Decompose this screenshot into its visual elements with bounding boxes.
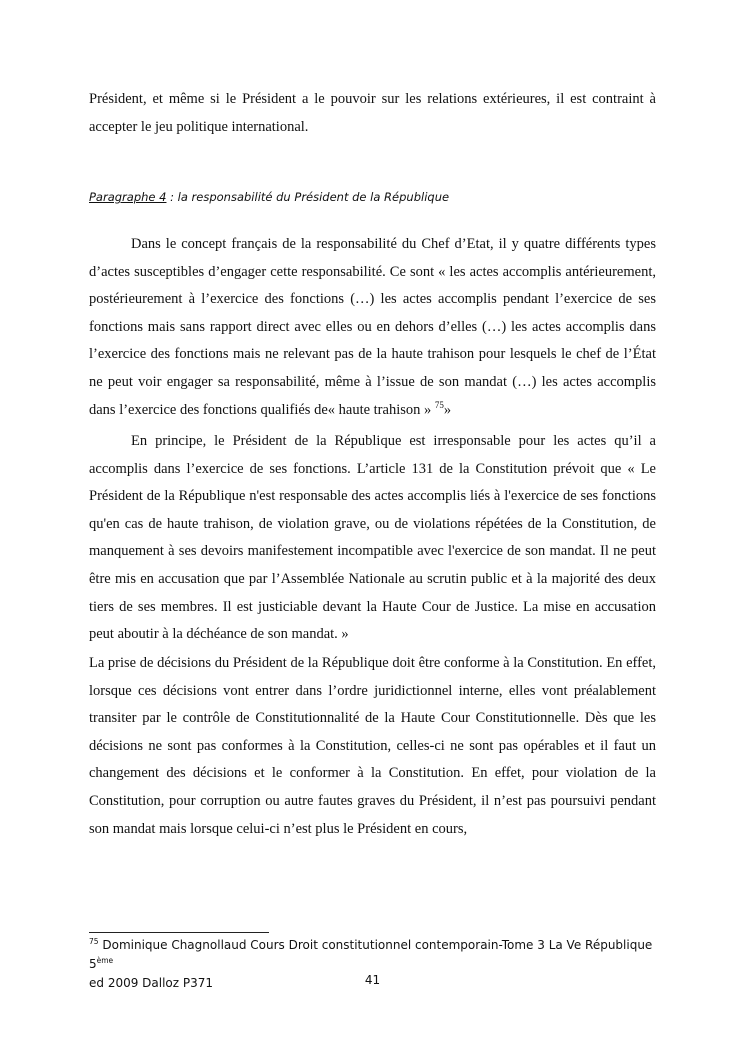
intro-paragraph	[89, 86, 656, 141]
heading-label: Paragraphe 4	[89, 190, 167, 204]
paragraph-1-text	[89, 231, 656, 424]
footnote-divider	[89, 932, 269, 933]
paragraph-2	[89, 428, 656, 649]
paragraph-3	[89, 650, 656, 843]
footnote-text-b: ed 2009 Dalloz P371	[89, 976, 214, 990]
footnote-ref: 75	[434, 399, 444, 410]
footnote-text-a: Dominique Chagnollaud Cours Droit constitutionnel contemporain-Tome 3 La Ve République 5	[89, 938, 653, 971]
section-heading	[89, 190, 449, 204]
intro-text: Président, et même si le Président a le pouvoir sur les relations extérieures, il est contraint à accepter le jeu politique international.	[89, 91, 656, 135]
paragraph-3-text: La prise de décisions du Président de la République doit être conforme à la Constitution. En effet, lorsque ces décisions vont entrer dans l’ordre juridictionnel interne, elles vont préalablement transiter par le contrôle de Constitutionnalité de la Haute Cour Constitutionnelle. Dès que les décisions ne sont pas conformes à la Constitution, celles-ci ne sont pas opérables et il faut un changement des décisions et le conformer à la Constitution. En effet, pour violation de la Constitution, pour corruption ou autre fautes graves du Président, il n’est pas poursuivi pendant son mandat mais lorsque celui-ci n’est plus le Président en cours,	[89, 655, 656, 837]
paragraph-1-body: Dans le concept français de la responsabilité du Chef d’Etat, il y quatre différents types d’actes susceptibles d’engager cette responsabilité. Ce sont « les actes accomplis antérieurement, postérieurement à l’exercice des fonctions (…) les actes accomplis pendant l’exercice de ses fonctions mais sans rapport direct avec elles ou en dehors d’elles (…) les actes accomplis dans l’exercice des fonctions mais ne relevant pas de la haute trahison pour lesquels le chef de l’État ne peut voir engager sa responsabilité, même à l’issue de son mandat (…) les actes accomplis dans l’exercice des fonctions qualifiés de« haute trahison »	[89, 236, 656, 418]
paragraph-1-tail: »	[443, 401, 452, 418]
paragraph-1	[89, 231, 656, 424]
heading-title: : la responsabilité du Président de la République	[166, 190, 450, 204]
page-number: 41	[364, 973, 381, 987]
footnote-number: 75	[89, 937, 99, 946]
paragraph-2-text: En principe, le Président de la République est irresponsable pour les actes qu’il a accomplis dans l’exercice de ses fonctions. L’article 131 de la Constitution prévoit que « Le Président de la République n'est responsable des actes accomplis liés à l'exercice de ses fonctions qu'en cas de haute trahison, de violation grave, ou de violations répétées de la Constitution, de manquement à ses devoirs manifestement incompatible avec l'exercice de son mandat. Il ne peut être mis en accusation que par l’Assemblée Nationale au scrutin public et à la majorité des deux tiers de ses membres. Il est justiciable devant la Haute Cour de Justice. La mise en accusation peut aboutir à la déchéance de son mandat. »	[89, 433, 656, 643]
footnote-superscript: ème	[96, 956, 114, 965]
